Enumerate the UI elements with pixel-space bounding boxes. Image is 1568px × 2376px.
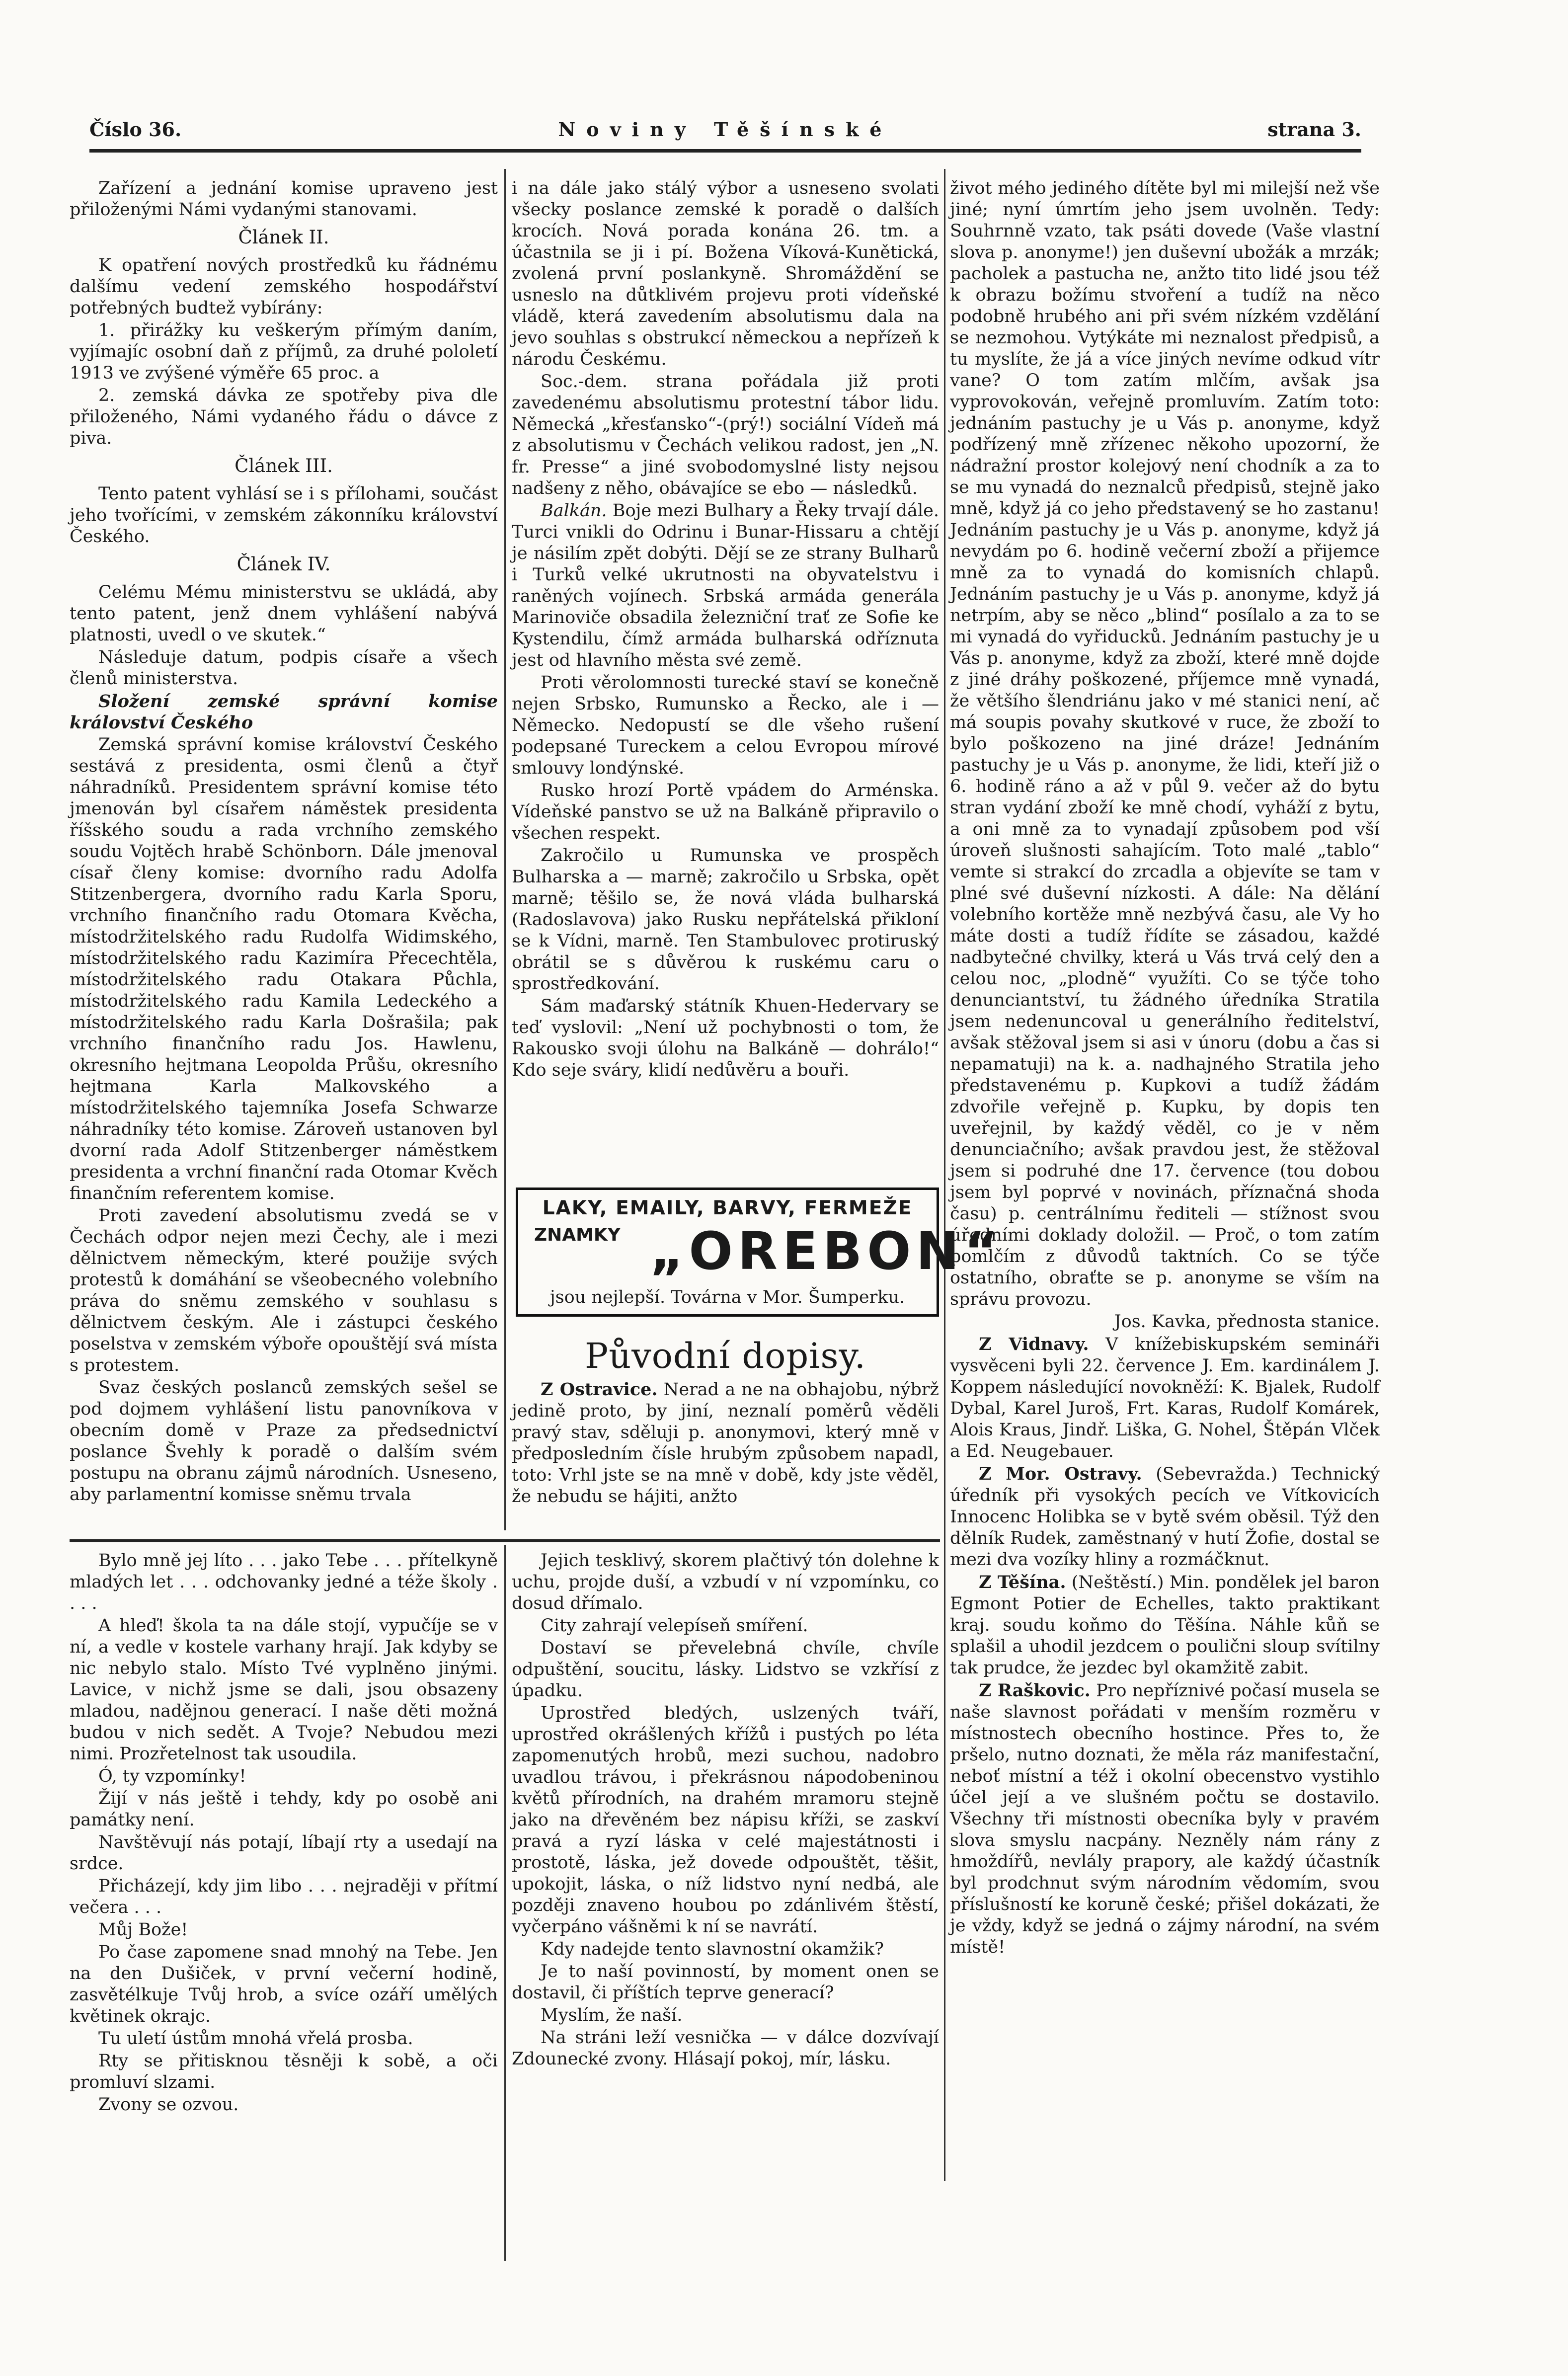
paragraph: Sám maďarský státník Khuen-Hedervary se teď vyslovil: „Není už pochybnosti o tom, že Rakousko svoji úlohu na Balkáně — dohrálo!“ Kdo seje sváry, klidí nedůvěru a bouři. <box>512 996 939 1080</box>
paragraph: Rty se přitisknou těsněji k sobě, a oči promluví slzami. <box>70 2051 498 2092</box>
paragraph: Následuje datum, podpis císaře a všech členů ministerstva. <box>70 647 498 689</box>
paragraph: Žijí v nás ještě i tehdy, kdy po osobě ani památky není. <box>70 1789 498 1830</box>
paragraph: Rusko hrozí Portě vpádem do Arménska. Vídeňské panstvo se už na Balkáně připravilo o všechen respekt. <box>512 781 939 843</box>
paragraph: A hleď! škola ta na dále stojí, vypučíje se v ní, a vedle v kostele varhany hrají. Jak kdyby se nic nebylo stalo. Místo Tvé vyplněno jinými. Lavice, v nichž jsme se dali, jsou obsazeny mladou, nadějnou generací. I naše děti možná budou v nich sedět. A Tvoje? Nebudou mezi nimi. Prozřetelnost tak usoudila. <box>70 1616 498 1764</box>
paragraph: K opatření nových prostředků ku řádnému dalšímu vedení zemského hospodářství potřebných budtež vybírány: <box>70 255 498 318</box>
paragraph: Navštěvují nás potají, líbají rty a usedají na srdce. <box>70 1832 498 1874</box>
article-heading: Článek III. <box>235 455 333 476</box>
paragraph: City zahrají velepíseň smíření. <box>541 1616 808 1636</box>
paragraph: Zemská správní komise království Českého sestává z presidenta, osmi členů a čtyř náhradníků. Presidentem správní komise této jmenován byl císařem náměstek presidenta říšského soudu a rada vrchního zemského soudu Vojtěch hrabě Schönborn. Dále jmenoval císař členy komise: dvorního radu Adolfa Stitzenbergera, dvorního radu Karla Sporu, vrchního finančního radu Otomara Kvěcha, místodržitelského radu Rudolfa Widimského, místodržitelského radu Kazimíra Přecechtěla, místodržitelského radu Otakara Půchla, místodržitelského radu Kamila Ledeckého a místodržitelského radu Karla Došrašila; pak vrchního finančního radu Jos. Hawlenu, okresního hejtmana Leopolda Průšu, okresního hejtmana Karla Malkovského a místodržitelského tajemníka Josefa Schwarze náhradníky této komise. Zároveň ustanoven byl dvorní rada Adolf Stitzenberger náměstkem presidenta a vrchní finanční rada Otomar Kvěch finančním referentem komise. <box>70 735 498 1203</box>
paragraph: Tento patent vyhlásí se i s přílohami, součást jeho tvořícími, v zemském zákonníku království Českého. <box>70 484 498 547</box>
ad-brand-name: „OREBON“ <box>650 1221 1003 1281</box>
paragraph <box>950 1680 1380 1958</box>
paragraph: Svaz českých poslanců zemských sešel se pod dojmem vyhlášení listu panovníkova v obecním domě v Praze za předsednictví poslance Švehly k poradě o dalším svém postupu na obranu zájmů národních. Usneseno, aby parlamentní komisse sněmu trvala <box>70 1378 498 1505</box>
column-divider-right <box>944 169 945 2181</box>
advertisement-box <box>516 1188 1003 1317</box>
paragraph: Zařízení a jednání komise upraveno jest přiloženými Námi vydanými stanovami. <box>70 178 498 220</box>
paragraph: Zakročilo u Rumunska ve prospěch Bulharska a — marně; zakročilo u Srbska, opět marně; těšilo se, že nová vláda bulharská (Radoslavova) jako Rusku nepřátelská přikloní se k Vídni, marně. Ten Stambulovec protiruský obrátil se s důvěrou k ruskému caru o sprostředkování. <box>512 846 939 994</box>
column-1 <box>70 178 498 1506</box>
section-label: Balkán. <box>541 501 607 521</box>
place-label: Z Těšína. <box>979 1572 1066 1592</box>
paragraph: Jejich tesklivý, skorem plačtivý tón dolehne k uchu, projde duší, a vzbudí v ní vzpomínku, co dosud dřímalo. <box>512 1551 939 1613</box>
place-label: Z Ostravice. <box>541 1379 658 1400</box>
paragraph-text: Pro nepříznivé počasí musela se naše slavnost pořádati v menším rozměru v místnostech obecního hostince. Přes to, že pršelo, nutno doznati, že měla ráz manifestační, neboť místní a též i okolní obecenstvo vystihlo účel její a ve slušném počtu se dostavilo. Všechny tři místnosti obecníka byly v pravém slova smyslu nacpány. Nezněly nám rány z hmoždířů, nevlály prapory, ale každý účastník byl prodchnut svým národním vědomím, svou příslušností ke koruně české; přišel dokázati, že je vždy, když se jedná o zájmy národní, na svém místě! <box>950 1681 1380 1957</box>
paragraph-text: Min. pondělek jel baron Egmont Potier de Echelles, takto praktikant kraj. soudu koňmo do Těšína. Náhle kůň se splašil a uhodil jezdcem o poulični sloup svítilny tak prudce, že jezdec byl okamžitě zabit. <box>950 1573 1380 1678</box>
section-title: Původní dopisy. <box>585 1336 866 1376</box>
paragraph: Proti věrolomnosti turecké staví se konečně nejen Srbsko, Rumunsko a Řecko, ale i — Německo. Nedopustí se dle všeho rušení podepsané Tureckem a celou Evropou mírové smlouvy londýnské. <box>512 673 939 778</box>
paragraph: Soc.-dem. strana pořádala již proti zavedenému absolutismu protestní tábor lidu. Německá „křesťansko“-(prý!) sociální Vídeň má z absolutismu v Čechách velikou radost, jen „N. fr. Presse“ a jiné svobodomyslné listy nejsou nadšeny z něho, obávajíce se ebo — následků. <box>512 372 939 498</box>
paragraph: Přicházejí, kdy jim libo . . . nejraději v přítmí večera . . . <box>70 1876 498 1917</box>
place-label: Z Raškovic. <box>979 1680 1091 1701</box>
column-3 <box>950 178 1380 1959</box>
place-label: Z Mor. Ostravy. <box>979 1464 1142 1484</box>
paragraph-text: Boje mezi Bulhary a Řeky trvají dále. Turci vnikli do Odrinu i Bunar-Hissaru a chtějí je násilím zpět dobýti. Dějí se ze strany Bulharů i Turků velké ukrutnosti na obyvatelstvu i raněných vojínech. Srbská armáda generála Marinoviče obsadila železniční trať ze Sofie ke Kystendilu, čímž armáda bulharská odříznuta jest od hlavního města své země. <box>512 501 939 670</box>
ad-products: LAKY, EMAILY, BARVY, FERMEŽE <box>542 1197 913 1219</box>
signature: Jos. Kavka, přednosta stanice. <box>1114 1312 1380 1332</box>
paragraph: 1. přirážky ku veškerým přímým daním, vyjímajíc osobní daň z příjmů, za druhé pololetí 1913 ve zvýšené výměře 65 proc. a <box>70 320 498 383</box>
paragraph: Ó, ty vzpomínky! <box>98 1766 246 1786</box>
issue-number: Číslo 36. <box>89 118 182 141</box>
page-number: strana 3. <box>1267 118 1361 141</box>
page-header <box>89 118 1361 148</box>
paragraph: Celému Mému ministerstvu se ukládá, aby tento patent, jenž dnem vyhlášení nabývá platnosti, uvedl o ve skutek.“ <box>70 582 498 645</box>
paragraph: život mého jediného dítěte byl mi milejší než vše jiné; nyní úmrtím jeho jsem uvolněn. Tedy: Souhrnně vzato, tak psáti dovede (Vaše vlastní slova p. anonyme!) jen duševní ubožák a mrzák; pacholek a pastucha ne, anžto tito lidé jsou též k obrazu božímu stvoření a tudíž na něco podobně hrubého ani při svém nízkém vzdělání se nezmohou. Vytýkáte mi neznalost předpisů, a tu myslíte, že já a více jiných nevíme odkud vítr vane? O tom zatím mlčím, avšak jsa vyprovokován, veřejně promluvím. Zatím toto: jednáním pastuchy je u Vás p. anonyme, když podřízený mně zřízenec někoho upozorní, že nádražní prostor kolejový není chodník a za to se mu vynadá do neznalců předpisů, stejně jako mně, když já co jeho představený se ho zastanu! Jednáním pastuchy je u Vás p. anonyme, když já nevydám po 6. hodině večerní zboží a přijemce mně za to vynadá do komisních chlapů. Jednáním pastuchy je u Vás p. anonyme, když já netrpím, aby se něco „blind“ posílalo a za to se mi vynadá do vyřiducků. Jednáním pastuchy je u Vás p. anonyme, když za zboží, které mně dojde z jiné dráhy poškozené, příjemce mně vynadá, že většího šlendriánu jako v mé stanici není, ač má soupis povahy skutkové v ruce, že zboží to bylo poškozeno na jiné dráze! Jednáním pastuchy je u Vás p. anonyme, že lidi, kteří již o 6. hodině ráno a až v půl 9. večer až do bytu stran vydání zboží ke mně chodí, vyháží z bytu, a oni mně za to vynadají způsobem pod vší úroveň slušnosti sahajícím. Toto malé „tablo“ vemte si strakcí do zrcadla a objevíte se tam v plné své duševní nízkosti. A dále: Na dělání volebního kortěže mně nezbývá času, ale Vy ho máte dosti a tudíž řídíte se zásadou, každé nadbytečné chvilky, která u Vás trvá celý den a celou noc, „plodně“ využíti. Co se týče toho denunciantství, tu žádného úředníka Stratila jsem nedenuncoval u generálního ředitelství, avšak stěžoval jsem si asi v únoru (dobu a čas si nepamatuji) na k. a. nadhajného Stratila jeho představenému p. Kupkovi a tudíž žádám zdvořile veřejně p. Kupku, by dopis ten uveřejnil, by každý věděl, co je v něm denunciačního; avšak pravdou jest, že stěžoval jsem si podruhé dne 17. července (tou dobou jsem byl poprvé v novinách, příznačná shoda času) p. centrálnímu řediteli — stížnost svou úředními doklady doložil. — Proč, o tom zatím pomlčím z důvodů taktních. Co se týče ostatního, obraťte se p. anonyme se vším na správu provozu. <box>950 178 1380 1309</box>
paragraph: Dostaví se převelebná chvíle, chvíle odpuštění, soucitu, lásky. Lidstvo se vzkřísí z úpadku. <box>512 1638 939 1701</box>
paragraph <box>950 1334 1380 1462</box>
article-heading: Článek II. <box>238 227 329 248</box>
paragraph: Kdy nadejde tento slavnostní okamžik? <box>541 1939 884 1959</box>
paragraph: 2. zemská dávka ze spotřeby piva dle přiloženého, Námi vydaného řádu o dávce z piva. <box>70 386 498 448</box>
feuilleton-column-2 <box>512 1550 939 2071</box>
paragraph-text: Nerad a ne na obhajobu, nýbrž jedině proto, by jiní, neznalí poměrů věděli pravý stav, sděluji p. anonymovi, který mně v předposledním čísle hrubým způsobem napadl, toto: Vrhl jste se na mně v době, kdy jste věděl, že nebudu se hájiti, anžto <box>512 1380 939 1506</box>
lower-column-divider <box>504 1545 506 2261</box>
ad-brand-label: ZNAMKY <box>534 1225 621 1245</box>
column-divider-left <box>504 169 506 1530</box>
paragraph: Po čase zapomene snad mnohý na Tebe. Jen na den Dušiček, v první večerní hodině, zasvětélkuje Tvůj hrob, a svíce ozáří umělých květinek okrajc. <box>70 1942 498 2026</box>
section-divider <box>70 1539 940 1542</box>
paragraph <box>512 500 939 671</box>
paragraph: Na stráni leží vesnička — v dálce dozvívají Zdounecké zvony. Hlásají pokoj, mír, lásku. <box>512 2028 939 2069</box>
paragraph: i na dále jako stálý výbor a usneseno svolati všecky poslance zemské k poradě o dalších krocích. Nová porada konána 26. tm. a účastnila se ji i pí. Božena Víková-Kunětická, zvolená první poslankyně. Shromáždění se usneslo na důtklivém projevu proti vídeňské vládě, která zavedením absolutismu dala na jevo souhlas s obstrukcí německou a nepřízeň k národu Českému. <box>512 178 939 369</box>
paragraph: Myslím, že naší. <box>541 2005 683 2025</box>
topic-label: (Sebevražda.) <box>1156 1464 1278 1484</box>
place-label: Z Vidnavy. <box>979 1334 1089 1354</box>
ad-factory: jsou nejlepší. Továrna v Mor. Šumperku. <box>549 1287 905 1307</box>
paragraph: Bylo mně jej líto . . . jako Tebe . . . přítelkyně mladých let . . . odchovanky jedné a téže školy . . . . <box>70 1551 498 1613</box>
paragraph: Je to naší povinností, by moment onen se dostavil, či příštích teprve generací? <box>512 1962 939 2003</box>
header-rule <box>89 149 1361 153</box>
paragraph-text: Technický úředník při vysokých pecích ve Vítkovicích Innocenc Holibka se v bytě svém oběsil. Týž den dělník Rudek, zaměstnaný v hutí Žofie, dostal se mezi dva vozíky hliny a rozmáčknut. <box>950 1464 1380 1570</box>
paragraph: Zvony se ozvou. <box>98 2095 239 2115</box>
paragraph: Tu uletí ústům mnohá vřelá prosba. <box>98 2029 413 2049</box>
paragraph <box>950 1463 1380 1571</box>
subheading: Složení zemské správní komise království Českého <box>70 691 498 733</box>
paragraph: Uprostřed bledých, uslzených tváří, uprostřed okrášlených křížů i pustých po léta zapomenutých hrobů, mezi suchou, nadobro uvadlou trávou, i překrásnou nápodobeninou květů přírodních, na drahém mramoru stejně jako na dřevěném bez nápisu kříži, se zaskví pravá a ryzí láska v celé majestátnosti i prostotě, láska, jež dovede odpouštět, těšit, upokojit, láska, o níž lidstvo nyní nedbá, ale později znaveno houbou po zdánlivém štěstí, vyčerpáno vášněmi k ní se navrátí. <box>512 1703 939 1937</box>
paragraph <box>512 1379 939 1507</box>
article-heading: Článek IV. <box>236 554 331 575</box>
paragraph-text: V knížebiskupském semináři vysvěceni byli 22. července J. Em. kardinálem J. Koppem následující novokněží: K. Bjalek, Rudolf Dybal, Karel Juroš, Frt. Karas, Rudolf Komárek, Alois Kraus, Jindř. Liška, G. Nohel, Štěpán Vlček a Ed. Neugebauer. <box>950 1335 1380 1461</box>
letters-section <box>512 1332 939 1508</box>
feuilleton-column-1 <box>70 1550 498 2117</box>
newspaper-title: Noviny Těšínské <box>558 118 893 141</box>
topic-label: (Neštěstí.) <box>1071 1573 1164 1592</box>
paragraph: Proti zavedení absolutismu zvedá se v Čechách odpor nejen mezi Čechy, ale i mezi dělnictvem německým, které použije svých protestů k domáhání se všeobecného volebního práva do sněmu zemského v souhlasu s dělnictvem českým. Ale i zástupci českého poselstva v zemském výboře opouštějí svá místa s protestem. <box>70 1206 498 1375</box>
paragraph: Můj Bože! <box>98 1920 188 1940</box>
paragraph <box>950 1572 1380 1679</box>
column-2 <box>512 178 939 1082</box>
